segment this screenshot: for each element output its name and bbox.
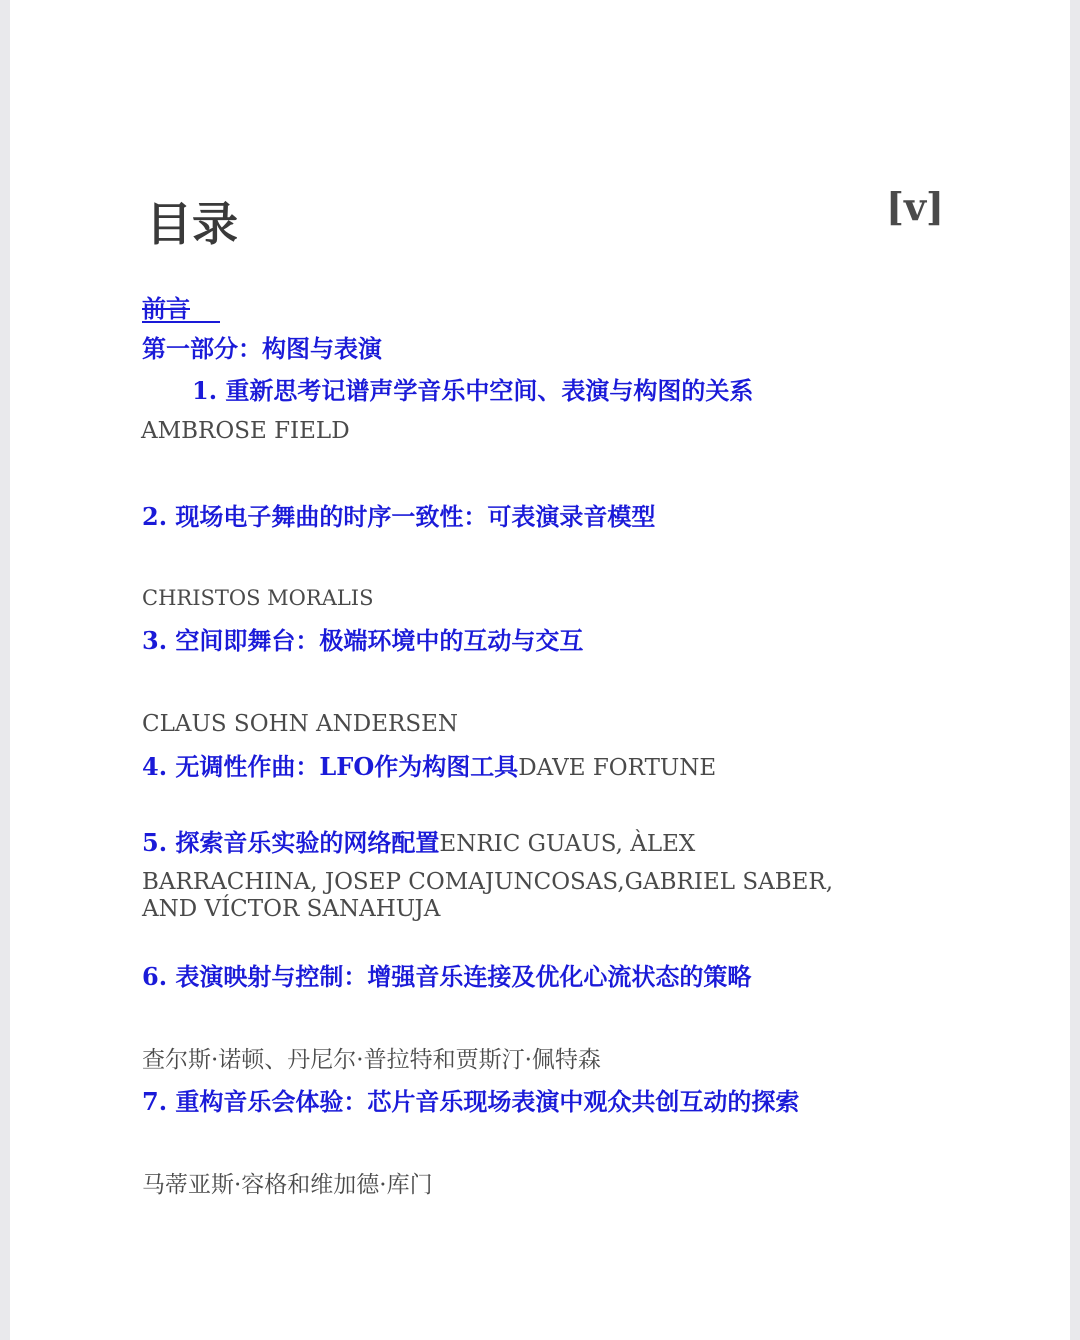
document-page [10, 0, 1070, 1340]
toc-link-chapter-6[interactable]: 6. 表演映射与控制：增强音乐连接及优化心流状态的策略 [142, 962, 752, 991]
chapter-5-author-line1: ENRIC GUAUS, ÀLEX [439, 831, 696, 857]
chapter-5-author-line3: AND VÍCTOR SANAHUJA [142, 896, 441, 922]
page-number: [v] [886, 184, 945, 229]
chapter-7-author: 马蒂亚斯·容格和维加德·库门 [142, 1172, 433, 1198]
chapter-1-author: AMBROSE FIELD [141, 418, 350, 444]
toc-link-preface[interactable] [142, 294, 220, 324]
toc-link-chapter-4[interactable] [142, 752, 716, 783]
toc-link-chapter-1[interactable]: 1. 重新思考记谱声学音乐中空间、表演与构图的关系 [192, 376, 754, 405]
toc-preface-label: 前言 [142, 297, 220, 323]
toc-link-chapter-5[interactable] [142, 828, 695, 859]
page-title: 目录 [146, 197, 238, 251]
chapter-3-author: CLAUS SOHN ANDERSEN [142, 711, 458, 737]
toc-link-part1[interactable]: 第一部分：构图与表演 [142, 334, 382, 363]
chapter-5-title: 5. 探索音乐实验的网络配置 [142, 828, 440, 857]
chapter-4-title: 4. 无调性作曲：LFO作为构图工具 [142, 752, 519, 781]
chapter-4-author: DAVE FORTUNE [518, 755, 717, 781]
toc-link-chapter-7[interactable]: 7. 重构音乐会体验：芯片音乐现场表演中观众共创互动的探索 [142, 1087, 800, 1116]
chapter-5-authors [142, 869, 833, 923]
chapter-2-author: CHRISTOS MORALIS [142, 586, 374, 610]
toc-link-chapter-3[interactable]: 3. 空间即舞台：极端环境中的互动与交互 [142, 626, 584, 655]
toc-link-chapter-2[interactable]: 2. 现场电子舞曲的时序一致性：可表演录音模型 [142, 502, 656, 531]
chapter-5-author-line2: BARRACHINA, JOSEP COMAJUNCOSAS,GABRIEL SABER, [142, 869, 834, 895]
chapter-6-author: 查尔斯·诺顿、丹尼尔·普拉特和贾斯汀·佩特森 [142, 1047, 601, 1073]
